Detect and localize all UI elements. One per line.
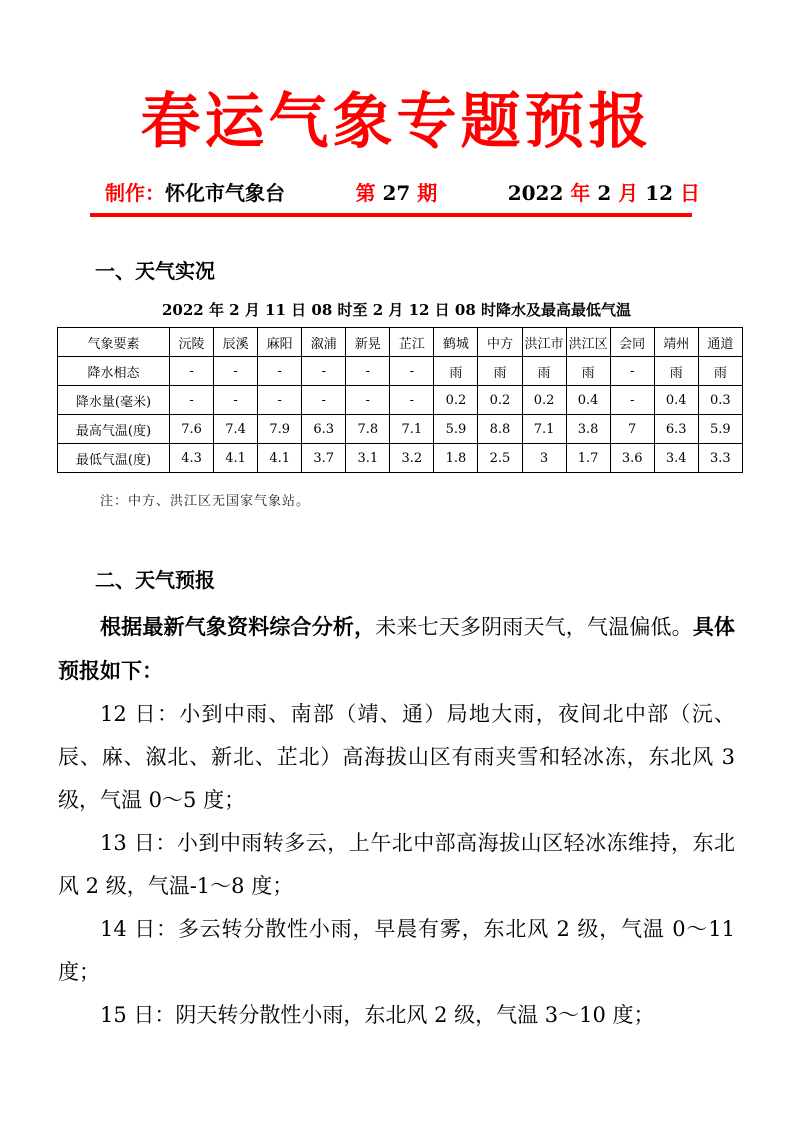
date-day-unit: 日 xyxy=(680,181,700,205)
date-year-unit: 年 xyxy=(570,181,591,205)
table-cell: 0.2 xyxy=(522,386,566,415)
table-cell: 5.9 xyxy=(698,415,742,444)
table-cell: 3.6 xyxy=(610,444,654,473)
section2-heading: 二、天气预报 xyxy=(95,568,215,592)
producer xyxy=(105,177,285,206)
table-caption: 2022 年 2 月 11 日 08 时至 2 月 12 日 08 时降水及最高最低气温 xyxy=(161,301,631,319)
table-cell: - xyxy=(214,357,258,386)
table-header-cell: 麻阳 xyxy=(258,328,302,357)
table-cell: 7 xyxy=(610,415,654,444)
table-cell: 5.9 xyxy=(434,415,478,444)
date-month: 2 xyxy=(597,181,612,205)
table-cell: - xyxy=(258,386,302,415)
forecast-day-14: 14 日：多云转分散性小雨，早晨有雾，东北风 2 级，气温 0～11 度； xyxy=(58,917,735,984)
table-row-label: 最高气温(度) xyxy=(58,415,170,444)
meta-row xyxy=(105,177,700,206)
table-cell: 3.7 xyxy=(302,444,346,473)
table-header-cell: 芷江 xyxy=(390,328,434,357)
table-cell: 雨 xyxy=(566,357,610,386)
table-cell: 1.7 xyxy=(566,444,610,473)
table-cell: 雨 xyxy=(478,357,522,386)
table-header-cell: 通道 xyxy=(698,328,742,357)
table-header-cell: 会同 xyxy=(610,328,654,357)
table-cell: 雨 xyxy=(434,357,478,386)
table-cell: 6.3 xyxy=(654,415,698,444)
table-cell: 0.2 xyxy=(434,386,478,415)
table-cell: 7.1 xyxy=(390,415,434,444)
doc-title: 春运气象专题预报 xyxy=(140,87,653,157)
table-cell: 7.4 xyxy=(214,415,258,444)
table-header-cell: 洪江市 xyxy=(522,328,566,357)
table-header-cell: 辰溪 xyxy=(214,328,258,357)
table-cell: - xyxy=(346,386,390,415)
date-day: 12 xyxy=(645,181,674,205)
table-row xyxy=(58,415,743,444)
table-cell: 3.2 xyxy=(390,444,434,473)
table-cell: - xyxy=(302,386,346,415)
table-row xyxy=(58,386,743,415)
table-row xyxy=(58,357,743,386)
table-cell: 0.2 xyxy=(478,386,522,415)
table-header-cell: 溆浦 xyxy=(302,328,346,357)
table-cell: 4.1 xyxy=(214,444,258,473)
intro-bold-lead: 根据最新气象资料综合分析， xyxy=(100,614,376,639)
table-cell: - xyxy=(258,357,302,386)
date-year: 2022 xyxy=(507,181,564,205)
issue-date xyxy=(508,177,700,206)
table-cell: - xyxy=(390,386,434,415)
table-cell: - xyxy=(610,386,654,415)
intro-bold-tail: 具体预报如下： xyxy=(58,614,736,683)
table-row xyxy=(58,444,743,473)
table-cell: 6.3 xyxy=(302,415,346,444)
table-cell: - xyxy=(610,357,654,386)
forecast-day-12: 12 日：小到中雨、南部（靖、通）局地大雨，夜间北中部（沅、辰、麻、溆北、新北、芷北）高海拔山区有雨夹雪和轻冰冻，东北风 3 级，气温 0～5 度； xyxy=(58,702,735,812)
header-rule xyxy=(90,213,692,217)
issue-suffix: 期 xyxy=(417,181,438,205)
table-cell: 1.8 xyxy=(434,444,478,473)
table-cell: 3.4 xyxy=(654,444,698,473)
table-cell: 3 xyxy=(522,444,566,473)
table-cell: - xyxy=(170,386,214,415)
section1-heading: 一、天气实况 xyxy=(95,259,215,283)
intro-regular: 未来七天多阴雨天气，气温偏低。 xyxy=(375,615,693,639)
table-cell: 3.8 xyxy=(566,415,610,444)
table-cell: 雨 xyxy=(654,357,698,386)
table-cell: 7.8 xyxy=(346,415,390,444)
table-cell: 0.4 xyxy=(654,386,698,415)
table-cell: - xyxy=(214,386,258,415)
table-cell: 7.6 xyxy=(170,415,214,444)
forecast-day-13: 13 日：小到中雨转多云，上午北中部高海拔山区轻冰冻维持，东北风 2 级，气温-1～8 度； xyxy=(58,831,735,898)
table-cell: - xyxy=(170,357,214,386)
producer-label: 制作： xyxy=(105,181,165,205)
table-header-cell: 中方 xyxy=(478,328,522,357)
table-header-row xyxy=(58,328,743,357)
forecast-intro xyxy=(58,605,735,693)
issue-value: 27 xyxy=(382,181,411,205)
table-row-label: 降水相态 xyxy=(58,357,170,386)
table-row-label: 降水量(毫米) xyxy=(58,386,170,415)
table-header-cell: 沅陵 xyxy=(170,328,214,357)
table-cell: - xyxy=(302,357,346,386)
table-header-cell: 鹤城 xyxy=(434,328,478,357)
table-cell: - xyxy=(390,357,434,386)
table-header-cell: 洪江区 xyxy=(566,328,610,357)
table-cell: 2.5 xyxy=(478,444,522,473)
table-header-cell: 新晃 xyxy=(346,328,390,357)
table-cell: 4.3 xyxy=(170,444,214,473)
table-cell: 7.1 xyxy=(522,415,566,444)
table-header-cell: 靖州 xyxy=(654,328,698,357)
table-cell: 雨 xyxy=(698,357,742,386)
table-cell: 0.3 xyxy=(698,386,742,415)
forecast-day-15: 15 日：阴天转分散性小雨，东北风 2 级，气温 3～10 度； xyxy=(100,1003,655,1027)
table-cell: 3.3 xyxy=(698,444,742,473)
table-cell: 3.1 xyxy=(346,444,390,473)
table-header-cell: 气象要素 xyxy=(58,328,170,357)
table-row-label: 最低气温(度) xyxy=(58,444,170,473)
table-cell: 8.8 xyxy=(478,415,522,444)
table-cell: - xyxy=(346,357,390,386)
issue-prefix: 第 xyxy=(355,181,376,205)
table-cell: 7.9 xyxy=(258,415,302,444)
table-cell: 4.1 xyxy=(258,444,302,473)
table-note: 注：中方、洪江区无国家气象站。 xyxy=(100,494,311,509)
table-cell: 0.4 xyxy=(566,386,610,415)
producer-value: 怀化市气象台 xyxy=(165,181,285,205)
weather-table xyxy=(57,327,743,473)
table-cell: 雨 xyxy=(522,357,566,386)
issue-number xyxy=(355,177,437,206)
date-month-unit: 月 xyxy=(618,181,639,205)
